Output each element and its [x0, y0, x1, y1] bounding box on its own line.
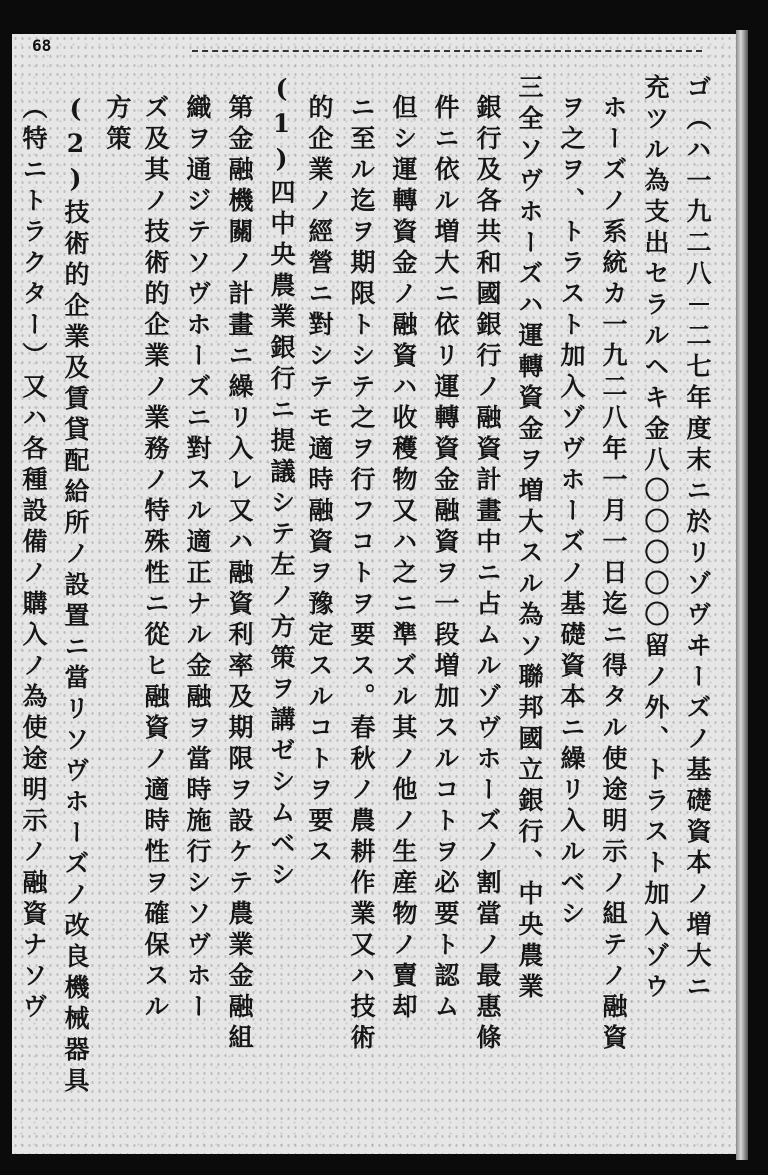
text-column-8: 但シ運轉資金ノ融資ハ收穫物又ハ之ニ準ズル其ノ他ノ生産物ノ賣却 [389, 94, 418, 1024]
text-column-10: 的企業ノ經營ニ對シテモ適時融資ヲ豫定スルコトヲ要ス [305, 94, 334, 869]
text-column-9: ニ至ル迄ヲ期限トシテ之ヲ行フコトヲ要ス。春秋ノ農耕作業又ハ技術 [347, 94, 376, 1055]
page-number: 68 [32, 36, 52, 55]
text-column-16: (2)技術的企業及賃貸配給所ノ設置ニ當リソヴホーズノ改良機械器具 [61, 94, 90, 1098]
text-column-2: 充ツル為支出セラルヘキ金八〇〇〇〇〇留ノ外、トラスト加入ゾウ [641, 74, 670, 1004]
text-column-12: 第金融機關ノ計畫ニ繰リ入レ又ハ融資利率及期限ヲ設ケテ農業金融組 [225, 94, 254, 1055]
text-column-11: (1)四中央農業銀行ニ提議シテ左ノ方策ヲ講ゼシムベシ [267, 74, 296, 892]
text-column-7: 件ニ依ル増大ニ依リ運轉資金融資ヲ一段増加スルコトヲ必要ト認ム [431, 94, 460, 1024]
text-column-6: 銀行及各共和國銀行ノ融資計畫中ニ占ムルゾヴホーズノ割當ノ最惠條 [473, 94, 502, 1055]
text-column-5: 三全ソヴホーズハ運轉資金ヲ増大スル為ソ聯邦國立銀行、中央農業 [515, 74, 544, 1004]
book-spine [736, 30, 748, 1160]
text-column-3: ホーズノ系統カ一九二八年一月一日迄ニ得タル使途明示ノ組テノ融資 [599, 94, 628, 1055]
header-rule [192, 50, 702, 54]
text-column-15: 方策 [103, 94, 132, 156]
text-column-14: ズ及其ノ技術的企業ノ業務ノ特殊性ニ從ヒ融資ノ適時性ヲ確保スル [141, 94, 170, 1024]
document-page [12, 34, 736, 1154]
text-column-4: ヲ之ヲ、トラスト加入ゾヴホーズノ基礎資本ニ繰リ入ルベシ [557, 94, 586, 931]
text-column-13: 織ヲ通ジテソヴホーズニ對スル適正ナル金融ヲ當時施行シソヴホー [183, 94, 212, 1024]
text-column-17: （特ニトラクター）又ハ各種設備ノ購入ノ為使途明示ノ融資ナソヴ [19, 94, 48, 1024]
text-column-1: ゴ（ハ一九二八－二七年度末ニ於リゾヴヰーズノ基礎資本ノ増大ニ [683, 74, 712, 1004]
